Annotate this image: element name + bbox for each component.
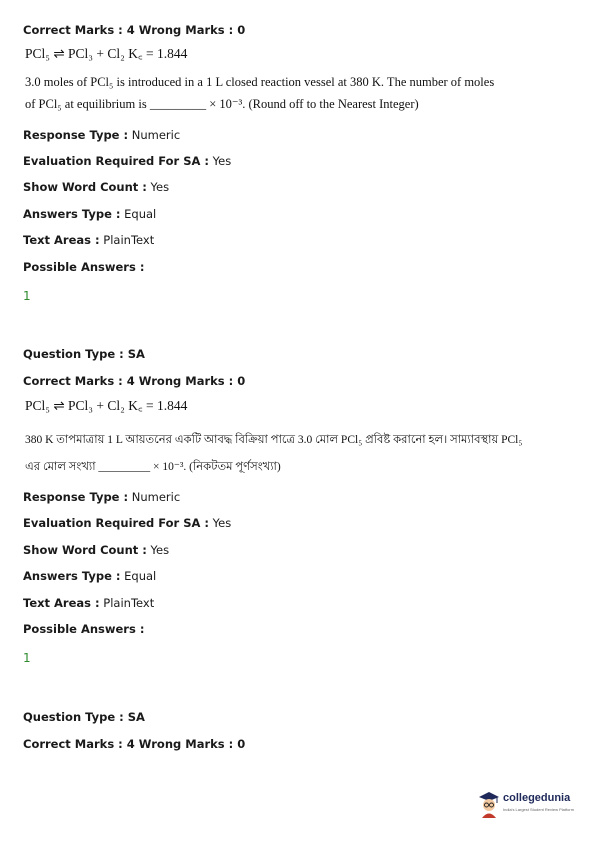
marks-info: Correct Marks : 4 Wrong Marks : 0 xyxy=(23,23,246,37)
possible-answers-label: Possible Answers : xyxy=(23,260,145,274)
logo-tagline: India's Largest Student Review Platform xyxy=(503,807,575,812)
question-text-line: 3.0 moles of PCl₅ is introduced in a 1 L closed reaction vessel at 380 K. The number of moles xyxy=(25,75,495,89)
possible-answer-value: 1 xyxy=(23,289,31,303)
text-areas: Text Areas : PlainText xyxy=(23,596,155,610)
possible-answer-value: 1 xyxy=(23,651,31,665)
question-text-line: of PCl₅ at equilibrium is _________ × 10⁻³. (Round off to the Nearest Integer) xyxy=(25,97,419,111)
response-type: Response Type : Numeric xyxy=(23,490,181,504)
equilibrium-equation: PCl₅ ⇌ PCl₃ + Cl₂ K꜀ = 1.844 xyxy=(25,398,188,413)
question-text-line: 380 K তাপমাত্রায় 1 L আয়তনের একটি আবদ্ধ বিক্রিয়া পাত্রে 3.0 মোল PCl₅ প্রবিষ্ট করানো হল। সাম্যাবস্থায় PCl₅ xyxy=(25,434,523,446)
marks-info: Correct Marks : 4 Wrong Marks : 0 xyxy=(23,374,246,388)
possible-answers-label: Possible Answers : xyxy=(23,622,145,636)
logo-wordmark: collegedunia xyxy=(503,792,571,804)
collegedunia-logo xyxy=(477,790,577,820)
evaluation-required: Evaluation Required For SA : Yes xyxy=(23,154,232,168)
evaluation-required: Evaluation Required For SA : Yes xyxy=(23,516,232,530)
show-word-count: Show Word Count : Yes xyxy=(23,180,170,194)
answers-type: Answers Type : Equal xyxy=(23,569,157,583)
question-type: Question Type : SA xyxy=(23,710,145,724)
question-type: Question Type : SA xyxy=(23,347,145,361)
student-mascot-icon xyxy=(477,790,501,818)
marks-info: Correct Marks : 4 Wrong Marks : 0 xyxy=(23,737,246,751)
text-areas: Text Areas : PlainText xyxy=(23,233,155,247)
question-text-line: এর মোল সংখ্যা _________ × 10⁻³. (নিকটতম পূর্ণসংখ্যা) xyxy=(25,461,281,473)
show-word-count: Show Word Count : Yes xyxy=(23,543,170,557)
answers-type: Answers Type : Equal xyxy=(23,207,157,221)
equilibrium-equation: PCl₅ ⇌ PCl₃ + Cl₂ K꜀ = 1.844 xyxy=(25,46,188,61)
response-type: Response Type : Numeric xyxy=(23,128,181,142)
